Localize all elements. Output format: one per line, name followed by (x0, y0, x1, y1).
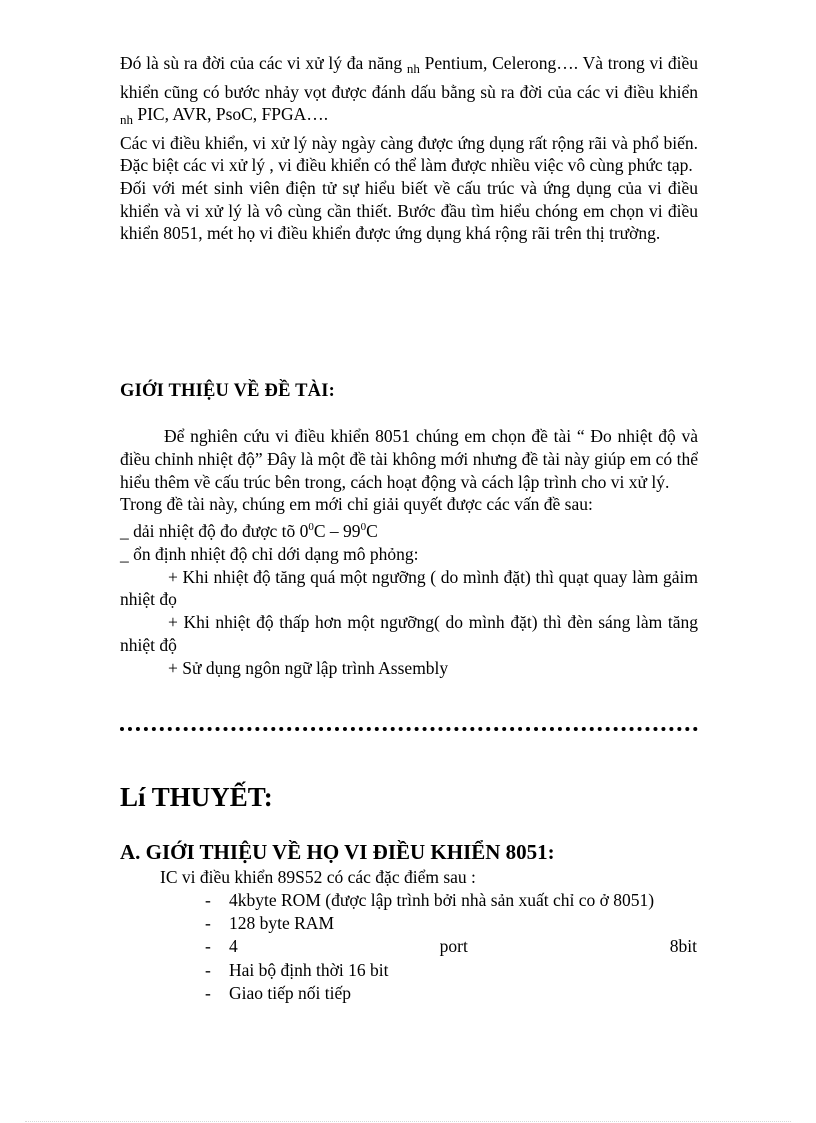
subscript-nh: nh (406, 61, 420, 76)
intro-paragraph-3: Đối với mét sinh viên điện tử sự hiểu biết về cấu trúc và ứng dụng của vi điều khiển và vi xử lý là vô cùng cần thiết. Bước đầu tìm hiểu chóng em chọn vi điều khiển 8051, mét họ vi điều khiển được ứng dụng khá rộng rãi trên thị trường. (120, 177, 698, 244)
feature-ram: - 128 byte RAM (205, 913, 334, 934)
intro-text (120, 52, 698, 245)
topic-bullet-lamp: + Khi nhiệt độ thấp hơn một ngưỡng( do mình đặt) thì đèn sáng làm tăng nhiệt độ (120, 612, 698, 655)
subscript-nh: nh (120, 112, 133, 128)
dotted-divider (120, 727, 698, 731)
feature-serial: - Giao tiếp nối tiếp (205, 982, 351, 1003)
feature-timers: - Hai bộ định thời 16 bit (205, 959, 389, 980)
topic-text (120, 425, 698, 680)
stabilize-line: _ ổn định nhiệt độ chỉ dới dạng mô phỏng: (120, 543, 419, 564)
page-bottom-rule (25, 1121, 791, 1122)
feature-ports: - 4 port 8bit (205, 936, 697, 957)
topic-bullet-fan: + Khi nhiệt độ tăng quá một ngưỡng ( do mình đặt) thì quạt quay làm gảim nhiệt đọ (120, 566, 698, 610)
theory-heading: Lí THUYẾT: (120, 782, 273, 812)
temperature-range-line: _ dải nhiệt độ đo được tõ $0^0C - 99^0C$ (120, 521, 378, 542)
section-a-heading: A. GIỚI THIỆU VỀ HỌ VI ĐIỀU KHIỂN 8051: (120, 840, 555, 864)
topic-paragraph-2: Trong đề tài này, chúng em mới chỉ giải quyết được các vấn đề sau: (120, 494, 593, 515)
topic-paragraph-1: Để nghiên cứu vi điều khiển 8051 chúng em chọn đề tài “ Đo nhiệt độ và điều chỉnh nhiệt độ” Đây là một đề tài không mới nhưng đề tài này giúp em có thể hiểu thêm về cấu trúc bên trong, cách hoạt động và cách lập trình cho vi xử lý. (120, 426, 698, 492)
topic-bullet-assembly: + Sử dụng ngôn ngữ lập trình Assembly (168, 657, 449, 678)
intro-paragraph-2: Các vi điều khiển, vi xử lý này ngày càng được ứng dụng rất rộng rãi và phổ biến. Đặc biệt các vi xử lý , vi điều khiển có thể làm được nhiều việc vô cùng phức tạp. (120, 132, 698, 176)
ic-intro-line: IC vi điều khiển 89S52 có các đặc điểm sau : (160, 867, 476, 887)
feature-rom: - 4kbyte ROM (được lập trình bởi nhà sản xuất chỉ co ở 8051) (205, 890, 655, 910)
section-heading-topic: GIỚI THIỆU VỀ ĐỀ TÀI: (120, 381, 335, 401)
intro-paragraph-1: Đó là sù ra đời của các vi xử lý đa năng $_{nh}$ Pentium, Celerong…. Và trong vi điều khiển cũng có bước nhảy vọt được đánh dấu bằng sù ra đời của các vi điều khiển $_{nh}$ PIC, AVR, PsoC, FPGA…. (120, 53, 699, 128)
feature-list (205, 889, 697, 1005)
